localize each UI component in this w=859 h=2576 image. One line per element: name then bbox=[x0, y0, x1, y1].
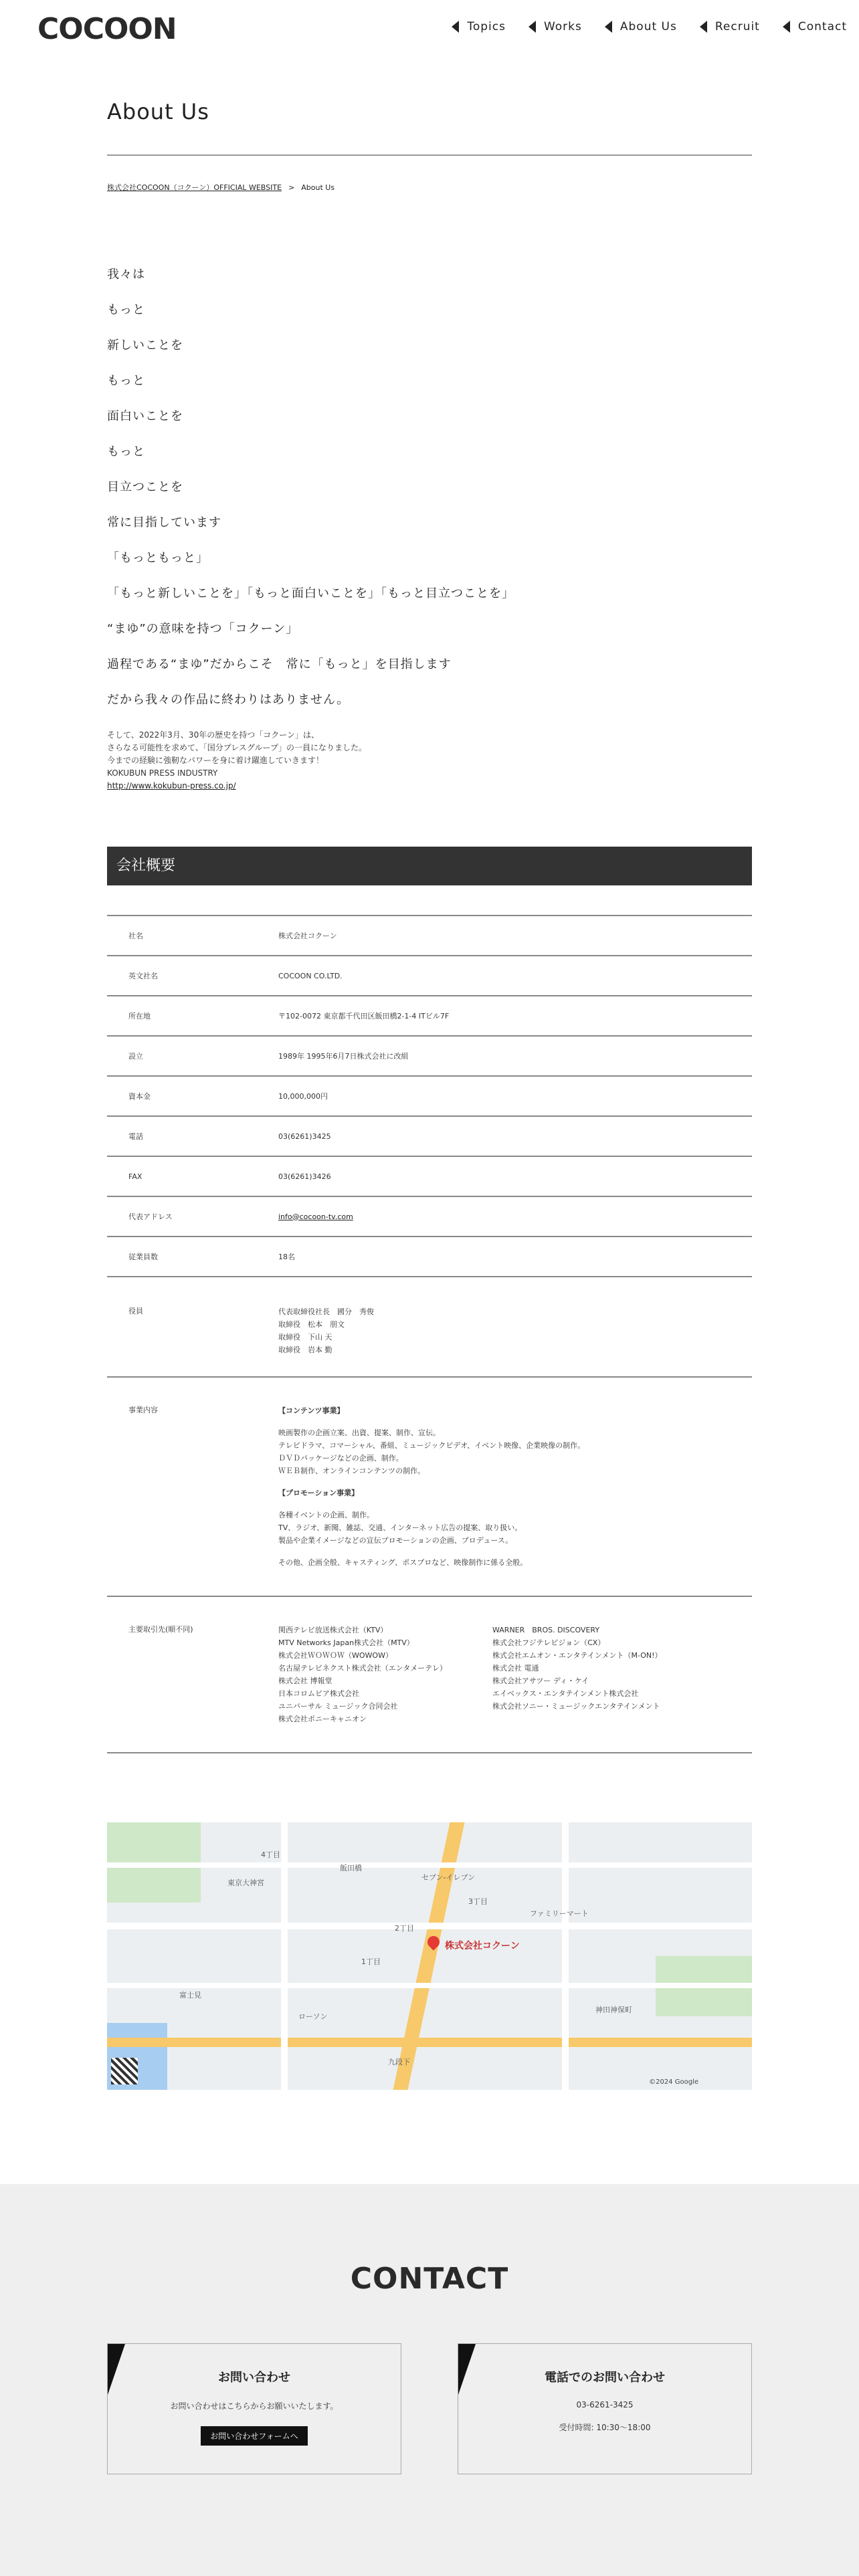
client: 株式会社 博報堂 bbox=[278, 1677, 332, 1685]
google-map[interactable] bbox=[107, 1822, 752, 2090]
client: 株式会社アサツー ディ・ケイ bbox=[492, 1677, 589, 1685]
officer: 代表取締役社長 國分 秀俊 bbox=[278, 1307, 374, 1316]
map-street bbox=[107, 1983, 752, 1988]
intro-line: 常に目指しています bbox=[107, 516, 221, 530]
map-label: 1丁目 bbox=[361, 1957, 381, 1966]
intro-line: 我々は bbox=[107, 267, 145, 282]
intro-line: 過程である“まゆ”だからこそ 常に「もっと」を目指します bbox=[107, 657, 452, 671]
contact-section bbox=[0, 2184, 859, 2576]
map-main-road bbox=[107, 2038, 752, 2047]
map-label: ファミリーマート bbox=[530, 1909, 589, 1918]
phone-card bbox=[458, 2343, 752, 2474]
map-label: 神田神保町 bbox=[595, 2006, 632, 2014]
nav-item-contact[interactable] bbox=[783, 20, 847, 33]
triangle-icon bbox=[452, 21, 459, 33]
business-line: 各種イベントの企画、制作。 bbox=[278, 1511, 374, 1519]
business-line: 映画製作の企画立案、出資、提案、制作、宣伝。 bbox=[278, 1428, 440, 1437]
nav-item-recruit[interactable] bbox=[700, 20, 760, 33]
map-label: 2丁目 bbox=[395, 1924, 414, 1933]
kokubun-link[interactable]: http://www.kokubun-press.co.jp/ bbox=[107, 781, 236, 790]
page-title: About Us bbox=[107, 99, 209, 124]
breadcrumb bbox=[107, 182, 752, 193]
map-label: 東京大神宮 bbox=[227, 1879, 264, 1887]
table-row-business bbox=[107, 1378, 752, 1597]
row-label: FAX bbox=[128, 1172, 142, 1181]
table-row bbox=[107, 916, 752, 956]
row-value: 18名 bbox=[278, 1253, 295, 1261]
row-label: 従業員数 bbox=[128, 1253, 158, 1261]
map-label: 富士見 bbox=[179, 1991, 201, 2000]
table-row bbox=[107, 1157, 752, 1197]
business-content bbox=[278, 1404, 752, 1569]
business-subheading: 【コンテンツ事業】 bbox=[278, 1406, 345, 1415]
clients-list bbox=[278, 1624, 752, 1725]
row-label: 社名 bbox=[128, 932, 143, 940]
intro-line: 目立つことを bbox=[107, 480, 183, 494]
table-row bbox=[107, 1237, 752, 1277]
client: 株式会社ソニー・ミュージックエンタテインメント bbox=[492, 1702, 660, 1711]
map-label: 3丁目 bbox=[468, 1897, 488, 1906]
map-credit: ©2024 Google bbox=[649, 2078, 698, 2086]
row-label: 代表アドレス bbox=[128, 1212, 173, 1221]
site-logo[interactable]: COCOON bbox=[37, 12, 177, 46]
phone-hours: 受付時間: 10:30〜18:00 bbox=[559, 2423, 651, 2432]
breadcrumb-home-link[interactable]: 株式会社COCOON（コクーン）OFFICIAL WEBSITE bbox=[107, 183, 282, 192]
map-label: ローソン bbox=[298, 2012, 328, 2021]
table-row-clients bbox=[107, 1597, 752, 1753]
map-label: 飯田橋 bbox=[340, 1864, 362, 1872]
site-header bbox=[0, 0, 859, 60]
intro-line: だから我々の作品に終わりはありません。 bbox=[107, 693, 350, 707]
table-row bbox=[107, 1037, 752, 1077]
table-row bbox=[107, 956, 752, 996]
map-street bbox=[107, 1862, 752, 1868]
nav-item-topics[interactable] bbox=[452, 20, 506, 33]
row-label: 主要取引先(順不同) bbox=[128, 1625, 193, 1634]
row-value: 10,000,000円 bbox=[278, 1092, 328, 1101]
nav-item-about[interactable] bbox=[605, 20, 677, 33]
map-pin-label: 株式会社コクーン bbox=[445, 1941, 520, 1951]
business-subheading: 【プロモーション事業】 bbox=[278, 1489, 359, 1497]
intro-line: 面白いことを bbox=[107, 409, 183, 423]
phone-title: 電話でのお問い合わせ bbox=[545, 2371, 665, 2385]
intro-note-line: KOKUBUN PRESS INDUSTRY bbox=[107, 768, 218, 778]
inquiry-text: お問い合わせはこちらからお願いいたします。 bbox=[170, 2401, 339, 2411]
inquiry-card bbox=[107, 2343, 401, 2474]
intro-note bbox=[107, 729, 752, 792]
table-row bbox=[107, 1197, 752, 1237]
row-label: 電話 bbox=[128, 1132, 143, 1141]
triangle-icon bbox=[700, 21, 707, 33]
table-row bbox=[107, 996, 752, 1037]
row-value: 〒102-0072 東京都千代田区飯田橋2-1-4 ITビル7F bbox=[278, 1012, 450, 1021]
client: 株式会社エムオン・エンタテインメント（M-ON!） bbox=[492, 1651, 662, 1660]
row-label: 資本金 bbox=[128, 1092, 151, 1101]
triangle-icon bbox=[529, 21, 536, 33]
map-label: 九段下 bbox=[388, 2058, 410, 2066]
row-label: 事業内容 bbox=[128, 1406, 158, 1414]
row-value: 03(6261)3425 bbox=[278, 1132, 331, 1141]
table-row bbox=[107, 1117, 752, 1157]
officer: 取締役 松本 朋文 bbox=[278, 1320, 345, 1329]
row-value: 03(6261)3426 bbox=[278, 1172, 331, 1181]
intro-line: “まゆ”の意味を持つ「コクーン」 bbox=[107, 622, 299, 636]
intro-line: もっと bbox=[107, 445, 145, 459]
business-line: ＷＥＢ制作、オンラインコンテンツの制作。 bbox=[278, 1467, 425, 1475]
business-line: TV、ラジオ、新聞、雑誌、交通、インターネット広告の提案、取り扱い。 bbox=[278, 1523, 522, 1532]
client: WARNER BROS. DISCOVERY bbox=[492, 1626, 600, 1634]
inquiry-title: お問い合わせ bbox=[218, 2371, 290, 2385]
row-value: COCOON CO.LTD. bbox=[278, 971, 343, 980]
officer: 取締役 下山 天 bbox=[278, 1333, 332, 1341]
intro-note-line: さらなる可能性を求めて、「国分プレスグループ」の一員になりました。 bbox=[107, 743, 367, 752]
intro-line: もっと bbox=[107, 374, 145, 388]
client: 株式会社 電通 bbox=[492, 1664, 539, 1673]
business-line: テレビドラマ、コマーシャル、番組、ミュージックビデオ、イベント映像、企業映像の制作。 bbox=[278, 1441, 585, 1450]
intro-note-line: 今までの経験に強靭なパワーを身に着け躍進していきます！ bbox=[107, 756, 324, 765]
nav-label: Topics bbox=[467, 20, 506, 33]
intro-note-line: そして、2022年3月、30年の歴史を持つ「コクーン」は、 bbox=[107, 730, 319, 740]
row-label: 設立 bbox=[128, 1052, 143, 1061]
row-value: 1989年 1995年6月7日株式会社に改組 bbox=[278, 1052, 409, 1061]
row-label: 英文社名 bbox=[128, 972, 158, 980]
map-label: 4丁目 bbox=[261, 1850, 280, 1859]
breadcrumb-separator: > bbox=[288, 183, 295, 192]
breadcrumb-current: About Us bbox=[301, 183, 335, 192]
phone-number[interactable]: 03-6261-3425 bbox=[576, 2400, 634, 2409]
intro-message bbox=[107, 257, 752, 718]
map-thumbnail[interactable] bbox=[111, 2058, 138, 2084]
title-divider bbox=[107, 154, 752, 156]
corner-decoration bbox=[458, 2344, 476, 2395]
table-row bbox=[107, 1077, 752, 1117]
nav-item-works[interactable] bbox=[529, 20, 582, 33]
main-nav bbox=[429, 20, 847, 33]
client: ユニバーサル ミュージック合同会社 bbox=[278, 1702, 398, 1711]
client: 株式会社ポニーキャニオン bbox=[278, 1715, 367, 1723]
triangle-icon bbox=[605, 21, 612, 33]
nav-label: Recruit bbox=[714, 20, 760, 33]
company-table bbox=[107, 915, 752, 1753]
intro-line: 「もっともっと」 bbox=[107, 551, 209, 565]
officers-list bbox=[278, 1305, 752, 1356]
row-label: 所在地 bbox=[128, 1012, 151, 1021]
intro-line: 「もっと新しいことを」「もっと面白いことを」「もっと目立つことを」 bbox=[107, 586, 514, 601]
business-line: 製品や企業イメージなどの宣伝プロモーションの企画、プロデュース。 bbox=[278, 1536, 513, 1545]
row-value: 株式会社コクーン bbox=[278, 932, 337, 940]
client: 名古屋テレビネクスト株式会社（エンタメーテレ） bbox=[278, 1664, 448, 1673]
nav-label: About Us bbox=[619, 20, 677, 33]
triangle-icon bbox=[783, 21, 790, 33]
map-label: セブン-イレブン bbox=[421, 1873, 476, 1882]
intro-line: もっと bbox=[107, 303, 145, 317]
officer: 取締役 岩本 勤 bbox=[278, 1346, 332, 1354]
client: 日本コロムビア株式会社 bbox=[278, 1689, 359, 1698]
clients-column bbox=[492, 1624, 706, 1725]
client: MTV Networks Japan株式会社（MTV） bbox=[278, 1638, 414, 1647]
contact-title: CONTACT bbox=[350, 2262, 509, 2296]
nav-label: Works bbox=[543, 20, 582, 33]
corner-decoration bbox=[108, 2344, 125, 2395]
business-line: ＤＶＤパッケージなどの企画、制作。 bbox=[278, 1454, 403, 1463]
client: 関西テレビ放送株式会社（KTV） bbox=[278, 1626, 388, 1634]
client: エイベックス・エンタテインメント株式会社 bbox=[492, 1689, 639, 1698]
company-overview-heading: 会社概要 bbox=[107, 847, 752, 885]
clients-column bbox=[278, 1624, 492, 1725]
client: 株式会社フジテレビジョン（CX） bbox=[492, 1638, 605, 1647]
map-street bbox=[107, 1923, 752, 1929]
table-row-officers bbox=[107, 1277, 752, 1378]
client: 株式会社ＷＯＷＯＷ（WOWOW） bbox=[278, 1651, 393, 1660]
intro-line: 新しいことを bbox=[107, 338, 183, 352]
nav-label: Contact bbox=[797, 20, 847, 33]
row-label: 役員 bbox=[128, 1307, 143, 1315]
business-line: その他、企画全般、キャスティング、ポスプロなど、映像制作に係る全般。 bbox=[278, 1558, 528, 1567]
inquiry-form-button[interactable]: お問い合わせフォームへ bbox=[201, 2426, 307, 2446]
email-link[interactable]: info@cocoon-tv.com bbox=[278, 1212, 353, 1221]
